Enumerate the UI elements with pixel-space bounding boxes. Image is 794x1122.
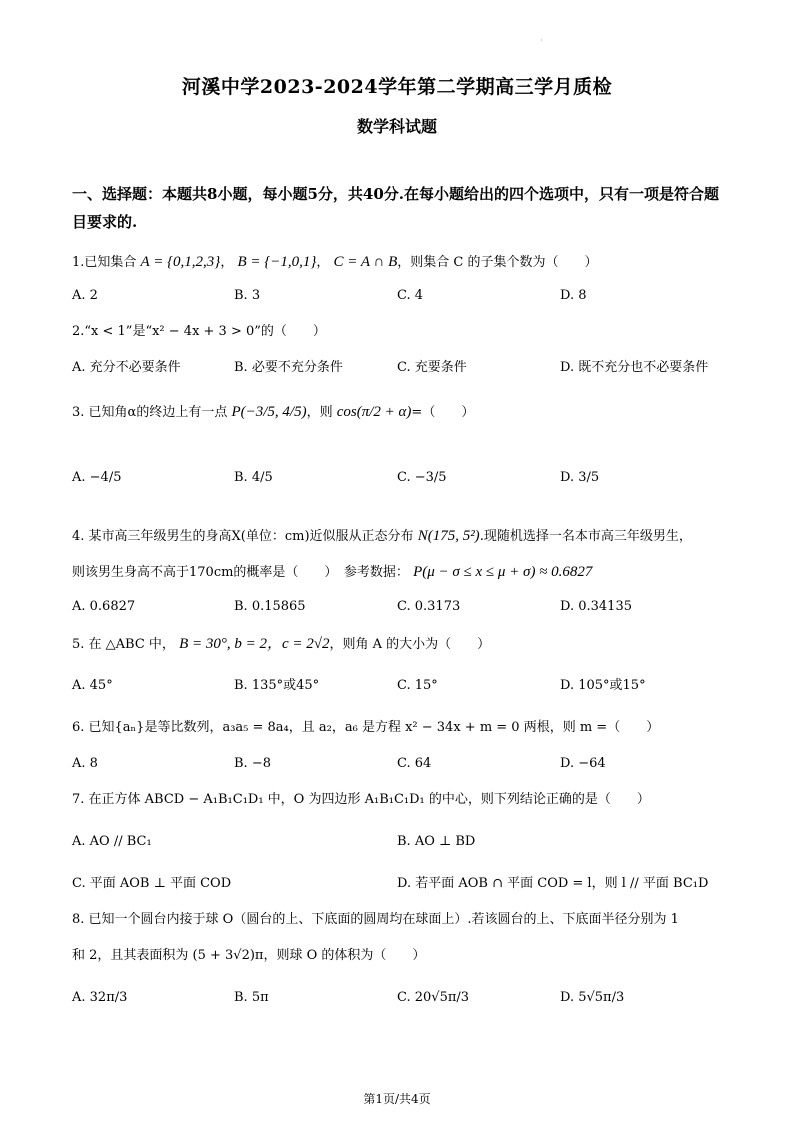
section-heading: 一、选择题：本题共8小题，每小题5分，共40分.在每小题给出的四个选项中，只有一项是符合题目要求的. [72,185,719,231]
q6-option-b: B. −8 [234,756,271,771]
q4-line2: 则该男生身高不高于170cm的概率是（ ） 参考数据： [72,565,409,580]
page-number: 第1页/共4页 [363,1092,431,1106]
q1-set-c: C = A ∩ B [333,254,398,270]
q5-option-b: B. 135°或45° [234,678,320,693]
q1-pre: 1.已知集合 [72,255,137,270]
question-2: 2.“x < 1”是“x² − 4x + 3 > 0”的（ ） [72,324,326,339]
q3-option-a: A. −4/5 [72,470,122,485]
question-5 [72,632,752,657]
q4-dist: N(175, 5²) [417,528,480,544]
q8-option-c: C. 20√5π/3 [397,990,470,1005]
q5-text2: ，则角 A 的大小为（ ） [329,637,491,652]
q6-option-a: A. 8 [72,756,98,771]
q7-option-d: D. 若平面 AOB ∩ 平面 COD = l，则 l // 平面 BC₁D [397,876,709,891]
scan-speck: · [540,36,543,45]
question-6: 6. 已知{aₙ}是等比数列，a₃a₅ = 8a₄，且 a₂，a₆ 是方程 x² − 34x + m = 0 两根，则 m =（ ） [72,720,660,735]
q2-option-a: A. 充分不必要条件 [72,360,181,375]
question-4-line-2 [72,560,752,585]
q1-post: ，则集合 C 的子集个数为（ ） [397,255,598,270]
q1-set-a: A = {0,1,2,3} [140,254,221,270]
q3-option-b: B. 4/5 [234,470,273,485]
q5-option-c: C. 15° [397,678,438,693]
q4-option-a: A. 0.6827 [72,599,136,614]
q4-post: .现随机选择一名本市高三年级男生， [479,529,692,544]
q7-option-a: A. AO // BC₁ [72,834,152,849]
question-4 [72,524,752,549]
q2-option-d: D. 既不充分也不必要条件 [560,360,709,375]
q3-option-c: C. −3/5 [397,470,447,485]
q4-pre: 4. 某市高三年级男生的身高X(单位：cm)近似服从正态分布 [72,529,414,544]
q5-option-d: D. 105°或15° [560,678,646,693]
q6-option-c: C. 64 [397,756,432,771]
q2-option-b: B. 必要不充分条件 [234,360,343,375]
question-1: 1.已知集合 A = {0,1,2,3}， B = {−1,0,1}， C = A ∩ B，则集合 C 的子集个数为（ ） [72,254,598,270]
q3-pre: 3. 已知角α的终边上有一点 [72,405,228,420]
page-subtitle: 数学科试题 [356,117,437,136]
q5-text1: 5. 在 △ABC 中， [72,637,175,652]
q2-option-c: C. 充要条件 [397,360,467,375]
q5-option-a: A. 45° [72,678,113,693]
question-7: 7. 在正方体 ABCD − A₁B₁C₁D₁ 中，O 为四边形 A₁B₁C₁D₁ 的中心，则下列结论正确的是（ ） [72,792,650,807]
q7-option-c: C. 平面 AOB ⊥ 平面 COD [72,876,232,891]
q5-cond: B = 30°, b = 2，c = 2√2 [179,636,330,652]
q1-option-d: D. 8 [560,288,587,303]
q7-option-b: B. AO ⊥ BD [397,834,476,849]
q4-option-c: C. 0.3173 [397,599,461,614]
q3-point: P(−3/5, 4/5) [231,404,307,420]
q4-option-d: D. 0.34135 [560,599,632,614]
q8-option-b: B. 5π [234,990,269,1005]
question-8-line-1: 8. 已知一个圆台内接于球 O（圆台的上、下底面的圆周均在球面上）.若该圆台的上、下底面半径分别为 1 [72,912,679,927]
q1-option-a: A. 2 [72,288,98,303]
q4-ref: P(μ − σ ≤ x ≤ μ + σ) ≈ 0.6827 [413,564,593,580]
q1-option-c: C. 4 [397,288,424,303]
q3-mid: ，则 [306,405,333,420]
q4-option-b: B. 0.15865 [234,599,306,614]
q6-option-d: D. −64 [560,756,606,771]
q3-post: =（ ） [411,405,475,420]
q1-set-b: B = {−1,0,1} [237,254,317,270]
q8-option-d: D. 5√5π/3 [560,990,625,1005]
q1-option-b: B. 3 [234,288,261,303]
q3-option-d: D. 3/5 [560,470,600,485]
q8-option-a: A. 32π/3 [72,990,128,1005]
question-8-line-2: 和 2，且其表面积为 (5 + 3√2)π，则球 O 的体积为（ ） [72,948,426,963]
question-3 [72,400,752,425]
page-title: 河溪中学2023-2024学年第二学期高三学月质检 [181,76,613,98]
q3-expr: cos(π/2 + α) [336,404,412,420]
